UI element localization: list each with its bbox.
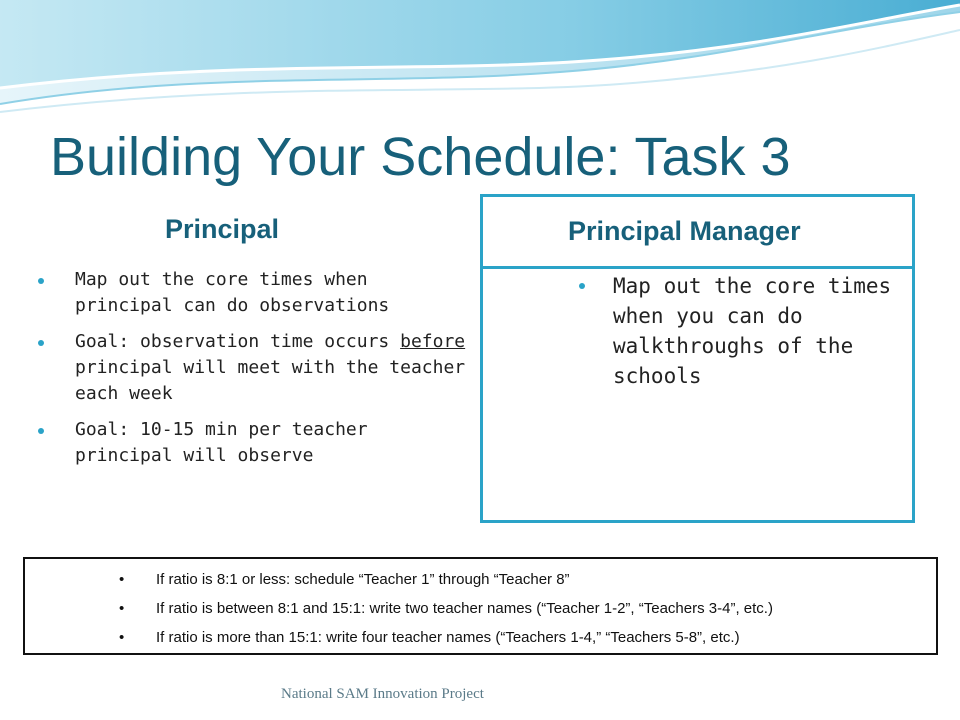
bullet-icon [38, 428, 44, 434]
principal-bullet-text: Goal: 10-15 min per teacher principal will observe [75, 419, 368, 466]
ratio-rule-text: If ratio is between 8:1 and 15:1: write two teacher names (“Teacher 1-2”, “Teachers 3-4”, etc.) [156, 600, 773, 617]
bullet-icon [38, 278, 44, 284]
principal-heading: Principal [165, 214, 280, 244]
principal-bullet-text-prefix: Goal: observation time occurs [75, 331, 401, 352]
ratio-rule-item [119, 571, 773, 600]
ratio-rule-item [119, 629, 773, 658]
ratio-rule-text: If ratio is 8:1 or less: schedule “Teacher 1” through “Teacher 8” [156, 571, 570, 588]
ratio-rules-list [119, 571, 773, 658]
principal-manager-bullet-item [613, 271, 903, 391]
principal-manager-heading: Principal Manager [568, 216, 801, 246]
principal-bullet-text-suffix: principal will meet with the teacher each week [75, 357, 466, 404]
principal-bullet-underlined-word: before [400, 331, 466, 352]
principal-bullet-item [75, 329, 475, 407]
slide-title: Building Your Schedule: Task 3 [50, 127, 791, 187]
principal-bullet-text: Map out the core times when principal can do observations [75, 269, 390, 316]
header-wave-decoration [0, 0, 960, 120]
ratio-rule-item [119, 600, 773, 629]
bullet-icon: • [119, 629, 125, 646]
principal-bullet-item [75, 417, 475, 469]
footer-text: National SAM Innovation Project [281, 686, 484, 702]
principal-manager-box [480, 194, 915, 523]
principal-bullet-item [75, 267, 475, 319]
principal-manager-bullet-text: Map out the core times when you can do walkthroughs of the schools [613, 274, 892, 388]
principal-bullet-list [75, 267, 475, 479]
ratio-rule-text: If ratio is more than 15:1: write four teacher names (“Teachers 1-4,” “Teachers 5-8”, etc.) [156, 629, 740, 646]
ratio-rules-box [23, 557, 938, 655]
bullet-icon: • [119, 600, 125, 617]
principal-manager-bullet-list [613, 271, 903, 391]
bullet-icon: • [119, 571, 125, 588]
bullet-icon [38, 340, 44, 346]
bullet-icon [579, 283, 585, 289]
principal-manager-header [483, 197, 912, 269]
